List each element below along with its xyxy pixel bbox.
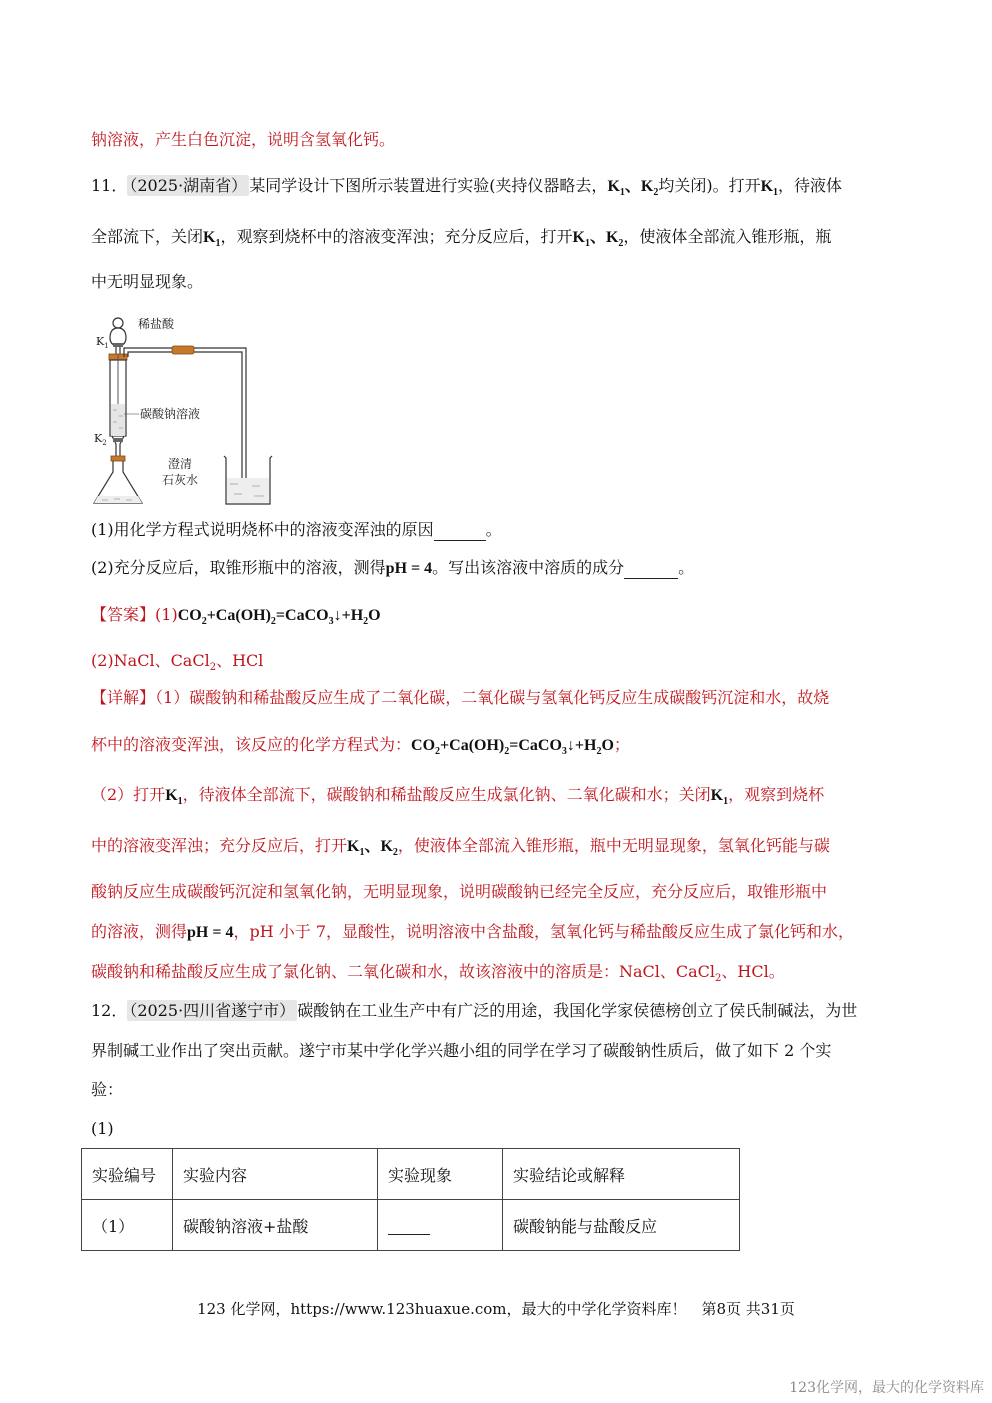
- answer-part2: (2)NaCl、CaCl: [91, 651, 210, 670]
- apparatus-diagram: [88, 310, 288, 510]
- answer-part1: (1): [155, 605, 178, 624]
- label-k1: $K_1$: [96, 335, 109, 350]
- label-k2: $K_2$: [94, 432, 107, 447]
- q11-sub2: (2)充分反应后，取锥形瓶中的溶液，测得pH = 4。写出该溶液中溶质的成分 。: [91, 558, 695, 577]
- detail-3c: ，观察到烧杯: [728, 785, 825, 804]
- detail-line2: 杯中的溶液变浑浊，该反应的化学方程式为：$CO_2+Ca(OH)_2=CaCO_3↓+H_2O$；: [91, 735, 630, 758]
- answer-blank: [434, 520, 486, 541]
- detail-7: 碳酸钠和稀盐酸反应生成了氯化钠、二氧化碳和水，故该溶液中的溶质是：NaCl、CaCl: [91, 962, 716, 981]
- table-row: [82, 1200, 740, 1251]
- valve-k2: [113, 438, 123, 442]
- table-cell-blank: [378, 1200, 503, 1251]
- table-cell: （1）: [82, 1200, 173, 1251]
- table-header: 实验编号: [82, 1149, 173, 1200]
- label-solution: 碳酸钠溶液: [140, 407, 201, 421]
- table-cell: 碳酸钠能与盐酸反应: [503, 1200, 740, 1251]
- detail-4b: ，使液体全部流入锥形瓶，瓶中无明显现象，氢氧化钙能与碳: [397, 836, 830, 855]
- q11-number: 11．: [91, 176, 128, 195]
- detail-line5: 酸钠反应生成碳酸钙沉淀和氢氧化钠，无明显现象，说明碳酸钠已经完全反应，充分反应后，取锥形瓶中: [91, 882, 828, 901]
- flask-stopper: [111, 456, 125, 461]
- q11-stem-b: 均关闭)。打开: [658, 176, 761, 195]
- detail-3a: （2）打开: [91, 785, 166, 804]
- q11-stem-line3: 中无明显现象。: [91, 272, 204, 291]
- detail-7b: 、HCl。: [721, 962, 785, 981]
- table-header: 实验结论或解释: [503, 1149, 740, 1200]
- answer-line1: 【答案】$(1)CO_2+Ca(OH)_2=CaCO_3↓+H_2O$: [91, 605, 381, 628]
- watermark: 123化学网，最大的化学资料库: [789, 1380, 984, 1396]
- table-header: 实验现象: [378, 1149, 503, 1200]
- detail-2: 杯中的溶液变浑浊，该反应的化学方程式为：: [91, 735, 412, 754]
- q11-line2-c: ，使液体全部流入锥形瓶，瓶: [623, 227, 832, 246]
- answer-blank: [624, 558, 678, 579]
- detail-line3: （2）打开$K_1$，待液体全部流下，碳酸钠和稀盐酸反应生成氯化钠、二氧化碳和水；关闭$K_1$，观察到烧杯: [91, 785, 825, 808]
- detail-4a: 中的溶液变浑浊；充分反应后，打开: [91, 836, 348, 855]
- experiment-table: [81, 1148, 740, 1251]
- q12-part1: (1): [91, 1119, 114, 1138]
- answer-tag: 【答案】: [91, 605, 156, 624]
- detail-6b: ，pH 小于 7，显酸性，说明溶液中含盐酸，氢氧化钙与稀盐酸反应生成了氯化钙和水，: [233, 922, 855, 941]
- detail-6a: 的溶液，测得: [91, 922, 188, 941]
- q11-line2-a: 全部流下，关闭: [91, 227, 204, 246]
- q12-number: 12．: [91, 1001, 128, 1020]
- detail-line7: 碳酸钠和稀盐酸反应生成了氯化钠、二氧化碳和水，故该溶液中的溶质是：NaCl、CaCl$_2$、HCl。: [91, 962, 785, 985]
- label-limewater-1: 澄清: [168, 457, 193, 471]
- q12-text-1: 碳酸钠在工业生产中有广泛的用途，我国化学家侯德榜创立了侯氏制碱法，为世: [297, 1001, 858, 1020]
- q11-stem-line1: 11． （2025·湖南省） 某同学设计下图所示装置进行实验(夹持仪器略去，$K_1$、$K_2$均关闭)。打开$K_1$，待液体: [91, 176, 843, 199]
- q11-stem-c: ，待液体: [778, 176, 843, 195]
- detail-line1: [91, 688, 829, 708]
- q11-source-tag: （2025·湖南省）: [129, 176, 248, 195]
- sodium-carbonate-liquid: [111, 404, 125, 436]
- answer-part2b: 、HCl: [216, 651, 264, 670]
- answer-line2: (2)NaCl、CaCl$_2$、HCl: [91, 651, 264, 674]
- q11-sub1-text: (1)用化学方程式说明烧杯中的溶液变浑浊的原因: [91, 520, 434, 539]
- detail-line6: 的溶液，测得pH = 4，pH 小于 7，显酸性，说明溶液中含盐酸，氢氧化钙与稀盐酸反应生成了氯化钙和水，: [91, 922, 855, 941]
- detail-1: （1）碳酸钠和稀盐酸反应生成了二氧化碳，二氧化碳与氢氧化钙反应生成碳酸钙沉淀和水，故烧: [155, 688, 830, 707]
- q12-line1: [91, 1001, 857, 1021]
- detail-line4: 中的溶液变浑浊；充分反应后，打开$K_1$、$K_2$，使液体全部流入锥形瓶，瓶中无明显现象，氢氧化钙能与碳: [91, 836, 830, 859]
- limewater: [227, 478, 269, 503]
- rubber-connector: [172, 346, 194, 354]
- label-limewater-2: 石灰水: [162, 473, 199, 487]
- q12-line3: 验：: [91, 1080, 124, 1099]
- q11-sub2-b: 。写出该溶液中溶质的成分: [432, 558, 625, 577]
- table-header-row: [82, 1149, 740, 1200]
- q12-line2: 界制碱工业作出了突出贡献。遂宁市某中学化学兴趣小组的同学在学习了碳酸钠性质后，做了如下 2 个实: [91, 1041, 832, 1060]
- valve-k1: [113, 343, 123, 347]
- detail-3b: ，待液体全部流下，碳酸钠和稀盐酸反应生成氯化钠、二氧化碳和水；关闭: [182, 785, 711, 804]
- q12-source-tag: （2025·四川省遂宁市）: [129, 1001, 296, 1020]
- label-acid: 稀盐酸: [138, 317, 175, 331]
- funnel-stopper: [113, 318, 123, 328]
- q11-sub1: (1)用化学方程式说明烧杯中的溶液变浑浊的原因 。: [91, 520, 502, 539]
- page-footer: 123 化学网，https://www.123huaxue.com，最大的中学化学资料库！ 第8页 共31页: [197, 1300, 795, 1318]
- q11-line2-b: ，观察到烧杯中的溶液变浑浊；充分反应后，打开: [220, 227, 573, 246]
- q11-stem-line2: 全部流下，关闭$K_1$，观察到烧杯中的溶液变浑浊；充分反应后，打开$K_1$、$K_2$，使液体全部流入锥形瓶，瓶: [91, 227, 832, 250]
- q10-tail: 钠溶液，产生白色沉淀，说明含氢氧化钙。: [91, 130, 396, 149]
- table-cell: 碳酸钠溶液+盐酸: [173, 1200, 378, 1251]
- q11-stem-a: 某同学设计下图所示装置进行实验(夹持仪器略去，: [249, 176, 608, 195]
- detail-tag: 【详解】: [91, 688, 156, 707]
- table-header: 实验内容: [173, 1149, 378, 1200]
- q11-sub2-a: (2)充分反应后，取锥形瓶中的溶液，测得: [91, 558, 386, 577]
